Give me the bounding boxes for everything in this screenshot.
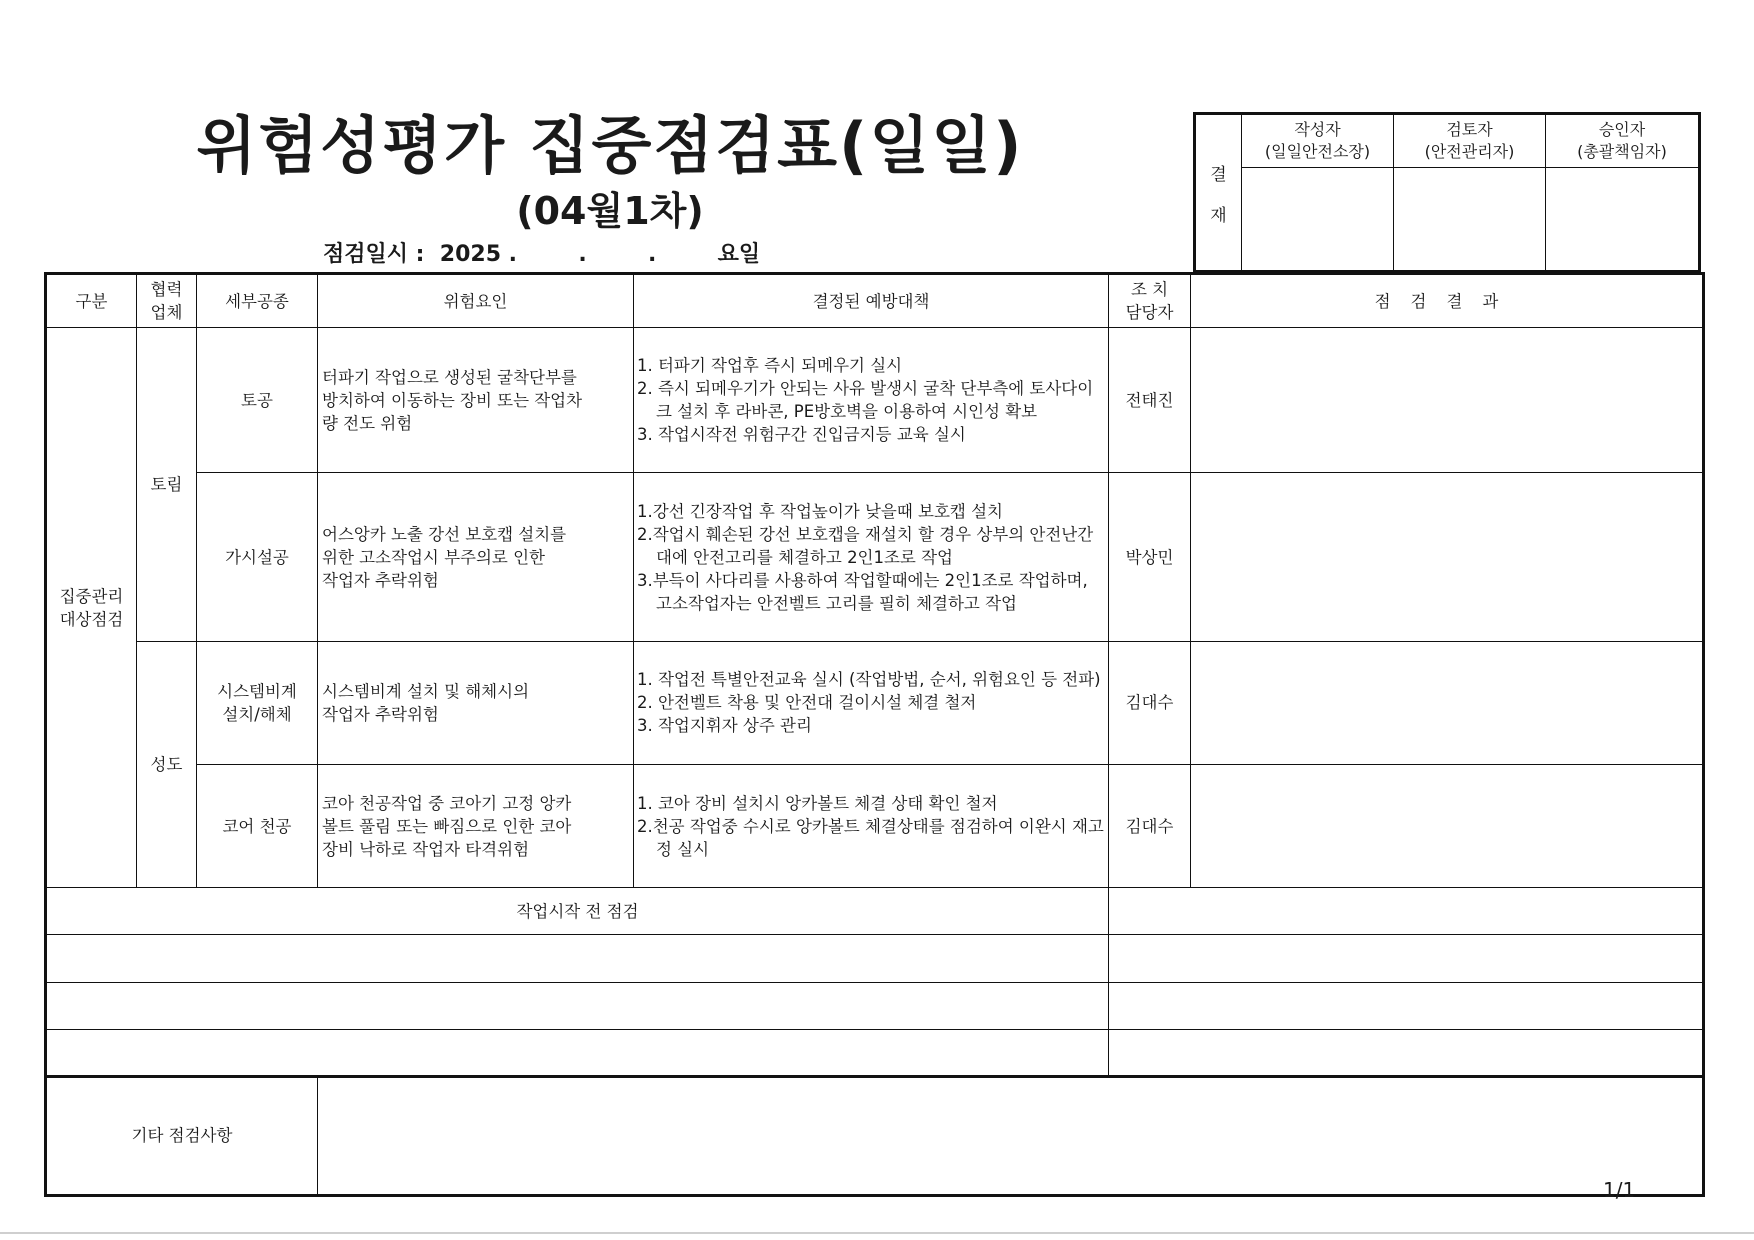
- result-cell[interactable]: [1191, 328, 1704, 473]
- inspection-date-line: [323, 240, 760, 270]
- subwork-cell: 토공: [197, 328, 318, 473]
- page-number: 1/1: [1603, 1178, 1636, 1202]
- date-dot-month: .: [578, 242, 587, 267]
- prework-row: [46, 1029, 1704, 1076]
- other-items-label: 기타 점검사항: [46, 1076, 318, 1195]
- date-label: 점검일시 :: [323, 242, 425, 267]
- header-result: 점검결과: [1191, 274, 1704, 328]
- result-cell[interactable]: [1191, 641, 1704, 764]
- prework-result-cell[interactable]: [1109, 982, 1704, 1029]
- measures-cell: 1. 터파기 작업후 즉시 되메우기 실시 2. 즉시 되메우기가 안되는 사유 발생시 굴착 단부측에 토사다이크 설치 후 라바콘, PE방호벽을 이용하여 시인성 확보 3. 작업시작전 위험구간 진입금지등 교육 실시: [634, 328, 1109, 473]
- table-row: [46, 473, 1704, 641]
- measures-cell: 1. 코아 장비 설치시 앙카볼트 체결 상태 확인 철저 2.천공 작업중 수시로 앙카볼트 체결상태를 점검하여 이완시 재고정 실시: [634, 765, 1109, 888]
- prework-label: 작업시작 전 점검: [46, 888, 1109, 935]
- inspection-table: [44, 272, 1705, 1197]
- risk-cell: 터파기 작업으로 생성된 굴착단부를 방치하여 이동하는 장비 또는 작업차 량 전도 위험: [318, 328, 634, 473]
- prework-result-cell[interactable]: [1109, 935, 1704, 982]
- prework-item-cell[interactable]: [46, 982, 1109, 1029]
- date-weekday: 요일: [717, 242, 761, 267]
- manager-cell: 박상민: [1109, 473, 1191, 641]
- header-partner: 협력 업체: [137, 274, 197, 328]
- approval-reviewer-sign-cell[interactable]: [1394, 168, 1546, 270]
- approval-box: [1193, 112, 1701, 273]
- prework-row: [46, 982, 1704, 1029]
- table-header-row: [46, 274, 1704, 328]
- header-risk: 위험요인: [318, 274, 634, 328]
- measures-cell: 1.강선 긴장작업 후 작업높이가 낮을때 보호캡 설치 2.작업시 훼손된 강선 보호캡을 재설치 할 경우 상부의 안전난간대에 안전고리를 체결하고 2인1조로 작업 3.부득이 사다리를 사용하여 작업할때에는 2인1조로 작업하며, 고소작업자는 안전벨트 고리를 필히 체결하고 작업: [634, 473, 1109, 641]
- subwork-cell: 시스템비계 설치/해체: [197, 641, 318, 764]
- risk-cell: 코아 천공작업 중 코아기 고정 앙카 볼트 풀림 또는 빠짐으로 인한 코아 장비 낙하로 작업자 타격위험: [318, 765, 634, 888]
- header-category: 구분: [46, 274, 137, 328]
- document-title: 위험성평가 집중점검표(일일): [196, 109, 1024, 182]
- subwork-cell: 코어 천공: [197, 765, 318, 888]
- approval-writer-sign-cell[interactable]: [1242, 168, 1394, 270]
- prework-item-cell[interactable]: [46, 1029, 1109, 1076]
- page-edge-line: [0, 1232, 1754, 1234]
- measures-cell: 1. 작업전 특별안전교육 실시 (작업방법, 순서, 위험요인 등 전파) 2. 안전벨트 착용 및 안전대 걸이시설 체결 철저 3. 작업지휘자 상주 관리: [634, 641, 1109, 764]
- document-subtitle: (04월1차): [516, 189, 704, 233]
- header-subwork: 세부공종: [197, 274, 318, 328]
- approval-writer-header: 작성자 (일일안전소장): [1242, 115, 1394, 168]
- date-year: 2025 .: [439, 242, 518, 267]
- category-cell: 집중관리 대상점검: [46, 328, 137, 888]
- other-items-row: [46, 1076, 1704, 1195]
- risk-cell: 시스템비계 설치 및 해체시의 작업자 추락위험: [318, 641, 634, 764]
- header-manager: 조 치 담당자: [1109, 274, 1191, 328]
- manager-cell: 전태진: [1109, 328, 1191, 473]
- risk-cell: 어스앙카 노출 강선 보호캡 설치를 위한 고소작업시 부주의로 인한 작업자 추락위험: [318, 473, 634, 641]
- date-dot-day: .: [647, 242, 657, 267]
- prework-item-cell[interactable]: [46, 935, 1109, 982]
- approval-label: 결 재: [1196, 115, 1242, 270]
- header-measures: 결정된 예방대책: [634, 274, 1109, 328]
- table-row: [46, 328, 1704, 473]
- prework-header-row: [46, 888, 1704, 935]
- prework-result-cell[interactable]: [1109, 888, 1704, 935]
- table-row: [46, 641, 1704, 764]
- approval-approver-header: 승인자 (총괄책임자): [1546, 115, 1698, 168]
- approval-approver-sign-cell[interactable]: [1546, 168, 1698, 270]
- other-items-cell[interactable]: [318, 1076, 1704, 1195]
- result-cell[interactable]: [1191, 473, 1704, 641]
- manager-cell: 김대수: [1109, 765, 1191, 888]
- approval-reviewer-header: 검토자 (안전관리자): [1394, 115, 1546, 168]
- result-cell[interactable]: [1191, 765, 1704, 888]
- partner-sungdo: 성도: [137, 641, 197, 888]
- partner-torim: 토림: [137, 328, 197, 642]
- prework-result-cell[interactable]: [1109, 1029, 1704, 1076]
- table-row: [46, 765, 1704, 888]
- prework-row: [46, 935, 1704, 982]
- manager-cell: 김대수: [1109, 641, 1191, 764]
- subwork-cell: 가시설공: [197, 473, 318, 641]
